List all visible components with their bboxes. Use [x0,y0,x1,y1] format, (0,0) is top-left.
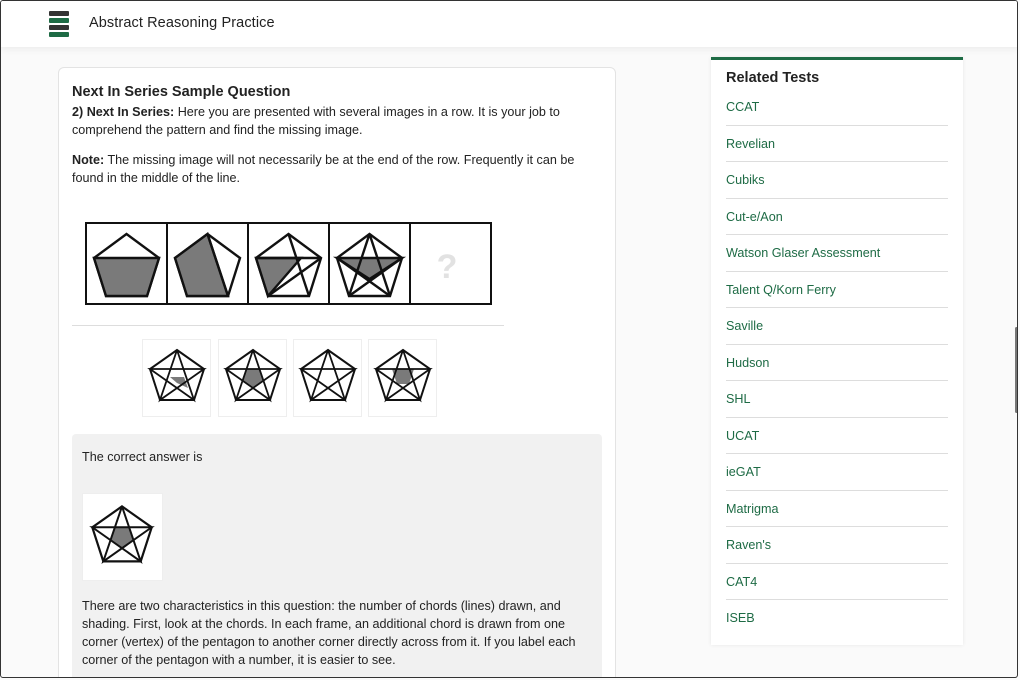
related-test-link-iseb[interactable]: ISEB [726,611,755,625]
question-intro-text: Here you are presented with several images in a row. It is your job to comprehend the pattern and find the missing image. [72,105,560,137]
scrollbar[interactable] [1015,327,1018,413]
related-test-link-cat4[interactable]: CAT4 [726,574,758,589]
series-image [85,222,493,306]
answer-option-4[interactable] [368,339,437,417]
list-item [726,126,948,163]
related-test-link-ravens[interactable]: Raven's [726,538,772,552]
pentagram-option-1-icon [147,346,207,406]
answer-option-1[interactable] [142,339,211,417]
missing-question-mark: ? [436,248,458,286]
list-item [726,272,948,309]
list-item [726,345,948,382]
answer-explanation: There are two characteristics in this question: the number of chords (lines) drawn, and shading. First, look at the chords. In each frame, an additional chord is drawn from one corner (vertex) of the pentagon to another corner directly across from it. If you label each corner of the pentagon with a number, it is easier to see. [82,599,576,667]
hamburger-menu-icon[interactable] [49,11,69,37]
question-intro [72,103,592,139]
related-test-link-cut-e[interactable]: Cut-e/Aon [726,209,783,224]
list-item [726,89,948,126]
list-item [726,600,948,637]
pentagram-option-3-icon [298,346,358,406]
pentagram-option-2-icon [223,346,283,406]
related-test-link-watson-glaser[interactable]: Watson Glaser Assessment [726,246,881,260]
pentagram-answer-icon [89,502,155,568]
question-title: Next In Series Sample Question [72,84,291,100]
app-title: Abstract Reasoning Practice [89,15,275,31]
related-test-link-shl[interactable]: SHL [726,392,751,406]
list-item [726,162,948,199]
divider [72,325,504,326]
answer-option-3[interactable] [293,339,362,417]
related-test-link-ucat[interactable]: UCAT [726,428,760,443]
list-item [726,381,948,418]
series-frame-2 [167,223,248,304]
related-tests-list [726,89,948,637]
pentagram-option-4-icon [373,346,433,406]
series-frame-4 [329,223,410,304]
correct-answer-label: The correct answer is [82,450,203,464]
related-test-link-cubiks[interactable]: Cubiks [726,173,765,187]
related-tests-title: Related Tests [726,70,820,86]
related-test-link-saville[interactable]: Saville [726,319,764,333]
top-bar [1,1,1018,47]
series-frame-1 [86,223,167,304]
list-item [726,308,948,345]
list-item [726,564,948,601]
note-text: The missing image will not necessarily be at the end of the row. Frequently it can be found in the middle of the line. [72,153,575,185]
list-item [726,454,948,491]
related-test-link-revelian[interactable]: Revelian [726,136,776,151]
question-note [72,151,592,187]
related-test-link-matrigma[interactable]: Matrigma [726,501,779,516]
list-item [726,418,948,455]
related-test-link-talent-q[interactable]: Talent Q/Korn Ferry [726,282,836,297]
correct-answer-image [82,493,163,581]
list-item [726,527,948,564]
list-item [726,491,948,528]
related-test-link-iegat[interactable]: ieGAT [726,465,761,479]
question-intro-label: 2) Next In Series: [72,105,175,119]
related-test-link-hudson[interactable]: Hudson [726,355,770,370]
list-item [726,199,948,236]
series-frame-3 [248,223,329,304]
related-test-link-ccat[interactable]: CCAT [726,100,760,114]
note-label: Note: [72,153,105,167]
series-frame-missing [410,223,491,304]
list-item [726,235,948,272]
answer-option-2[interactable] [218,339,287,417]
